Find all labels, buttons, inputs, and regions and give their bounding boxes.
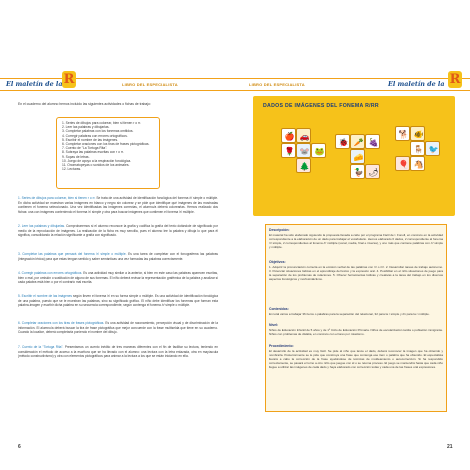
info-heading: Contenidos: xyxy=(269,307,289,311)
dice-tile xyxy=(410,156,425,171)
info-text: Niños de Educación Infantil de 5 años y de 1º Ciclo de Educación Primaria. Niños de escolarización tardía o población inmigrante. Niños con problemas de dislalia, en concreto con errores por rotacismo. xyxy=(269,328,443,337)
paragraph-lead: 1. Series de dibujos para colorear, bien si tienen r o rr. xyxy=(18,196,96,200)
paragraph-body: según lleven el fonema /r/ en su forma simple o múltiple. Es una actividad de identificación fonológica de una palabra, puesto que se le muestran las palabras, sino su significado gráfico. El niño debe identificar los fonemas que forman esta palabra-imagen y escribir dicha palabra en su secuencia correspondiente, según contenga el fonema /r/ simple o múltiple. xyxy=(18,294,218,308)
activity-item: 3. Completar palabras con los fonemas omitidos. xyxy=(62,129,134,134)
left-section-title: LIBRO DEL ESPECIALISTA xyxy=(122,82,178,87)
paragraph-lead: 7. Cuento de la "Tortuga Rita". xyxy=(18,345,64,349)
info-text: El material ha sido elaborado siguiendo la propuesta llevada a cabo por el programa Fácil de l. Fonoll, en concreto en la actividad correspondiente a la elaboración de un dado para trabajar el vocabulario. Hemos elaborado 6 dados, 2 correspondiente al fonema /r/ simple, 2 correspondientes al fonema /r/ múltiple (sonal, media, final e inversa), y uno más que contiene palabras con /r/ simple y múltiple. xyxy=(269,233,443,250)
dice-tile xyxy=(365,134,380,149)
tile-picture-icon: 🐠 xyxy=(413,130,424,139)
tile-picture-icon: 🧀 xyxy=(353,153,364,162)
paragraph-body: Se trata de una actividad de identificación fonológica del fonema /r/ simple o múltiple. En dicha actividad se muestran varias imágenes en blanco y negro sin colorear y se pide que identifique qué imágenes de las mostradas contienen el fonema seleccionado. Una vez identificadas las imágenes correctas, el alumno/a deberá colorearlas. Hemos realizado dos fichas: una con imágenes conteniendo el fonema /r/ simple y otra para buscar imágenes que contienen el fonema /r/ múltiple. xyxy=(18,196,218,214)
tile-picture-icon: 🍇 xyxy=(368,138,379,147)
intro-text: En el cuaderno del alumno hemos incluido las siguientes actividades o fichas de trabajo: xyxy=(18,102,151,106)
paragraph-body: Comprobaremos si el alumno reconoce la grafía y codifica la grafía del texto dotándole de significado por medio de la reproducción de imágenes. La realización de la ficha es muy sencilla, pues el alumno lee la palabra y dibuja lo que para él significa, consolidando la relación significante a grafía con significado. xyxy=(18,224,218,238)
dice-tile xyxy=(281,128,296,143)
activity-paragraph xyxy=(18,294,218,308)
tile-picture-icon: 🥕 xyxy=(353,138,364,147)
info-heading: Nivel: xyxy=(269,323,279,327)
dice-tile xyxy=(311,143,326,158)
tile-picture-icon: 🎈 xyxy=(398,160,409,169)
info-heading: Objetivos: xyxy=(269,260,286,264)
activity-paragraph xyxy=(18,345,218,359)
dice-tile xyxy=(395,156,410,171)
right-logo-r: R xyxy=(449,72,461,87)
paragraph-lead: 3. Completar las palabras que pensará del fonema /r/ simple o múltiple. xyxy=(18,252,127,256)
activity-item: 5. Escribir el nombre de las imágenes. xyxy=(62,137,119,142)
left-logo-r: R xyxy=(63,72,75,87)
info-heading: Procedimiento: xyxy=(269,344,294,348)
tile-picture-icon: 🦆 xyxy=(353,168,364,177)
paragraph-body: Presentamos un cuento inédito de tres maneras diferentes con el fin de facilitar su lectura, teniendo en consideración el método de acceso a la escritura que se ha llevado con el alumno: una lectura con la letra enlazada, otra en mayúscula (método constructivismo) y otra con elementos pictográficos para animar a la lectura a los que se están iniciando en ella. xyxy=(18,345,219,359)
right-page-number: 21 xyxy=(447,444,453,450)
left-page-number: 6 xyxy=(18,444,21,450)
info-box xyxy=(265,224,447,412)
tile-picture-icon: 🌲 xyxy=(299,162,310,171)
dice-tile xyxy=(281,143,296,158)
info-text: 1. Adquirir la pronunciación correcta en la emisión verbal de las palabras con /r/ o /rr/. 2. Desarrollar tareas de trabajo autónomo. 3. Potenciar situaciones lúdicas en el aprendizaje del léxico y la expresión oral. 4. Posibilitar en el niño situaciones de juego para la separación de los problemas de relaciones. 5. Ofrecer herramientas lúdicas y creativas a la tarea del trabajo en los diversos aspectos fonológicos y morfosintácticos. xyxy=(269,265,443,282)
paragraph-lead: 4. Corregir palabras con errores ortográficos. xyxy=(18,271,83,275)
activity-item: 10. Juego de apoyo a la respiración fonológica. xyxy=(62,158,132,163)
right-brand-title: El maletín de la xyxy=(388,80,445,88)
activity-paragraph xyxy=(18,252,218,261)
tile-picture-icon: 🐞 xyxy=(338,138,349,147)
paragraph-lead: 5. Escribir el nombre de las imágenes xyxy=(18,294,73,298)
activity-list xyxy=(62,121,154,171)
dice-tile xyxy=(296,143,311,158)
activity-item: 1. Series de dibujos para colorear, bien si tienen r o rr. xyxy=(62,121,141,125)
dice-tile xyxy=(425,141,440,156)
activity-list-box xyxy=(56,117,160,189)
dice-tile xyxy=(296,128,311,143)
tile-picture-icon: 🌹 xyxy=(284,147,295,156)
paragraph-body: Es una actividad de razonamiento, percepción visual y de discriminación de la información. El alumno/a deberá buscar la tira de frase pictográfica que mejor concuerde con la frase multiselda que tiene en su cuaderno. Cuando la localice, deberá completarla poniendo el nombre del dibujo. xyxy=(18,321,218,335)
tile-picture-icon: 🐸 xyxy=(314,147,325,156)
paragraph-body: Es una actividad muy similar a la anterior, si bien en este caso las palabras aparecen escritas, bien o mal, por omisión o sustitución de alguno de sus fonemas. El niño deberá revisar la representación grafémica de la palabra y analizar si cada palabra está bien o por el contrario mal escrita. xyxy=(18,271,218,285)
right-section-title: LIBRO DEL ESPECIALISTA xyxy=(249,82,305,87)
info-text: El desarrollo de la actividad es muy fácil. Se pide al niño que lance el dado, deberá reconocer la imagen que ha obtenido y nombrarla. Posteriormente se le pide que construya una frase que contenga ese ítem o palabra que ha obtenido. El especialista llevará a cabo la corrección de la frase ayudándose de técnicas de moldeamiento o autocorrección. Si ha respondido correctamente, se pasará el turno a otro niño que juegue con él o se retoma proceso. El juego se mantendrá hasta que cada niño llegue a utilizar las imágenes de cada dado y haya elaborado con corrección todas y cada una de las frases oral expresiones. xyxy=(269,349,443,370)
dice-tile xyxy=(350,164,365,179)
activity-paragraph xyxy=(18,196,218,214)
activity-item: 9. Sopas de letras. xyxy=(62,154,90,159)
paragraph-body: Es una tarea de completar con el fonografema las palabras (integración léxica) para que estas tengan sentido y saber semánticas una vez formadas las palabras correctamente. xyxy=(18,252,218,261)
activity-paragraph xyxy=(18,321,218,335)
activity-item: 2. Leer las palabras y dibujarlas. xyxy=(62,125,110,130)
activity-item: 4. Corregir palabras con errores ortográficos. xyxy=(62,133,128,138)
activity-item: 11. Onomatopeyas o sonidos de los animales. xyxy=(62,163,130,168)
paragraph-lead: 6. Completar oraciones con los tiras de frases pictográficas. xyxy=(18,321,105,325)
tile-picture-icon: 🐕 xyxy=(398,130,409,139)
left-brand-title: El maletín de la xyxy=(6,80,63,88)
activity-paragraph xyxy=(18,224,218,238)
activity-paragraph xyxy=(18,271,218,285)
tile-picture-icon: 🪑 xyxy=(413,145,424,154)
dice-tile xyxy=(350,134,365,149)
tile-picture-icon: 🐭 xyxy=(299,147,310,156)
dice-tile xyxy=(410,126,425,141)
activity-item: 12. Lecturas. xyxy=(62,167,82,172)
tile-picture-icon: 🌶 xyxy=(368,168,379,177)
dice-tile xyxy=(365,164,380,179)
dice-tile xyxy=(296,158,311,173)
dice-tile xyxy=(335,134,350,149)
activity-item: 8. Subraya las palabras escritas con r o rr. xyxy=(62,150,124,155)
activity-item: 7. Cuento de "La Tortuga Rita". xyxy=(62,146,108,151)
dice-tile xyxy=(350,149,365,164)
activity-item: 6. Completar oraciones con los tiras de frases pictográficas. xyxy=(62,142,150,147)
tile-picture-icon: 🚗 xyxy=(299,132,310,141)
right-page xyxy=(235,0,470,470)
info-heading: Descripción: xyxy=(269,228,290,232)
plate-title: DADOS DE IMÁGENES DEL FONEMA R/RR xyxy=(263,103,379,109)
paragraph-lead: 2. Leer las palabras y dibujarlas. xyxy=(18,224,66,228)
tile-picture-icon: 🐴 xyxy=(413,160,424,169)
dice-tile xyxy=(410,141,425,156)
dice-tile xyxy=(395,126,410,141)
tile-picture-icon: 🐦 xyxy=(428,145,439,154)
tile-picture-icon: 🍎 xyxy=(284,132,295,141)
info-text: En total varios a trabajar 36 ítems o palabras para la separación del relacionar, 32 para la r simple y 21 para la r múltiple. xyxy=(269,312,430,316)
